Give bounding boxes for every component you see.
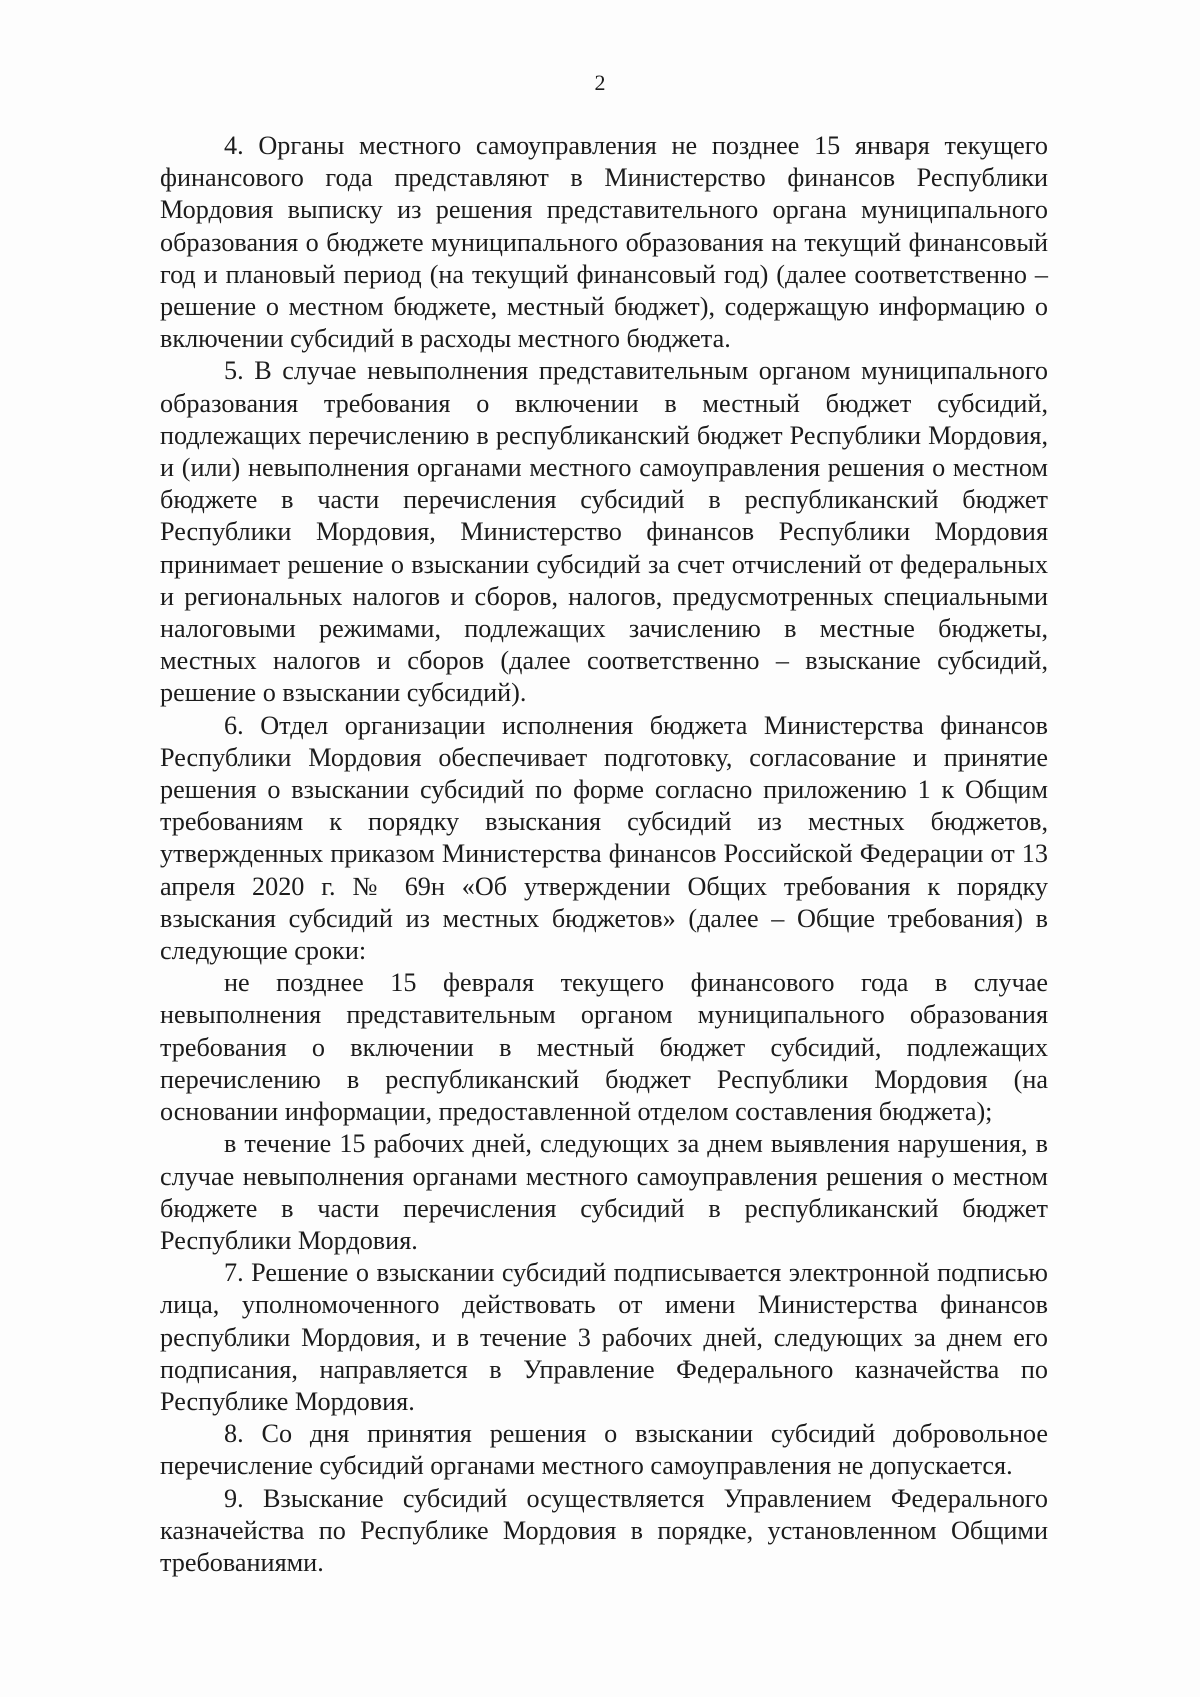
paragraph-6-term-2: в течение 15 рабочих дней, следующих за днем выявления нарушения, в случае невыполнения органами местного самоуправления решения о местном бюджете в части перечисления субсидий в республиканский бюджет Республики Мордовия. xyxy=(160,1129,1048,1255)
document-body xyxy=(160,130,1048,1579)
paragraph-5: 5. В случае невыполнения представительным органом муниципального образования требования о включении в местный бюджет субсидий, подлежащих перечислению в республиканский бюджет Республики Мордовия, и (или) невыполнения органами местного самоуправления решения о местном бюджете в части перечисления субсидий в республиканский бюджет Республики Мордовия, Министерство финансов Республики Мордовия принимает решение о взыскании субсидий за счет отчислений от федеральных и региональных налогов и сборов, налогов, предусмотренных специальными налоговыми режимами, подлежащих зачислению в местные бюджеты, местных налогов и сборов (далее соответственно – взыскание субсидий, решение о взыскании субсидий). xyxy=(160,356,1048,708)
paragraph-9: 9. Взыскание субсидий осуществляется Управлением Федерального казначейства по Республике Мордовия в порядке, установленном Общими требованиями. xyxy=(160,1483,1048,1577)
paragraph-4: 4. Органы местного самоуправления не позднее 15 января текущего финансового года представляют в Министерство финансов Республики Мордовия выписку из решения представительного органа муниципального образования о бюджете муниципального образования на текущий финансовый год и плановый период (на текущий финансовый год) (далее соответственно – решение о местном бюджете, местный бюджет), содержащую информацию о включении субсидий в расходы местного бюджета. xyxy=(160,131,1048,354)
paragraph-6-term-1: не позднее 15 февраля текущего финансового года в случае невыполнения представительным органом муниципального образования требования о включении в местный бюджет субсидий, подлежащих перечислению в республиканский бюджет Республики Мордовия (на основании информации, предоставленной отделом составления бюджета); xyxy=(160,968,1048,1127)
paragraph-7: 7. Решение о взыскании субсидий подписывается электронной подписью лица, уполномоченного действовать от имени Министерства финансов республики Мордовия, и в течение 3 рабочих дней, следующих за днем его подписания, направляется в Управление Федерального казначейства по Республике Мордовия. xyxy=(160,1258,1048,1416)
paragraph-8: 8. Со дня принятия решения о взыскании субсидий добровольное перечисление субсидий органами местного самоуправления не допускается. xyxy=(160,1419,1048,1481)
page-number: 2 xyxy=(594,70,606,95)
paragraph-6: 6. Отдел организации исполнения бюджета Министерства финансов Республики Мордовия обеспечивает подготовку, согласование и принятие решения о взыскании субсидий по форме согласно приложению 1 к Общим требованиям к порядку взыскания субсидий из местных бюджетов, утвержденных приказом Министерства финансов Российской Федерации от 13 апреля 2020 г. № 69н «Об утверждении Общих требования к порядку взыскания субсидий из местных бюджетов» (далее – Общие требования) в следующие сроки: xyxy=(160,710,1048,966)
